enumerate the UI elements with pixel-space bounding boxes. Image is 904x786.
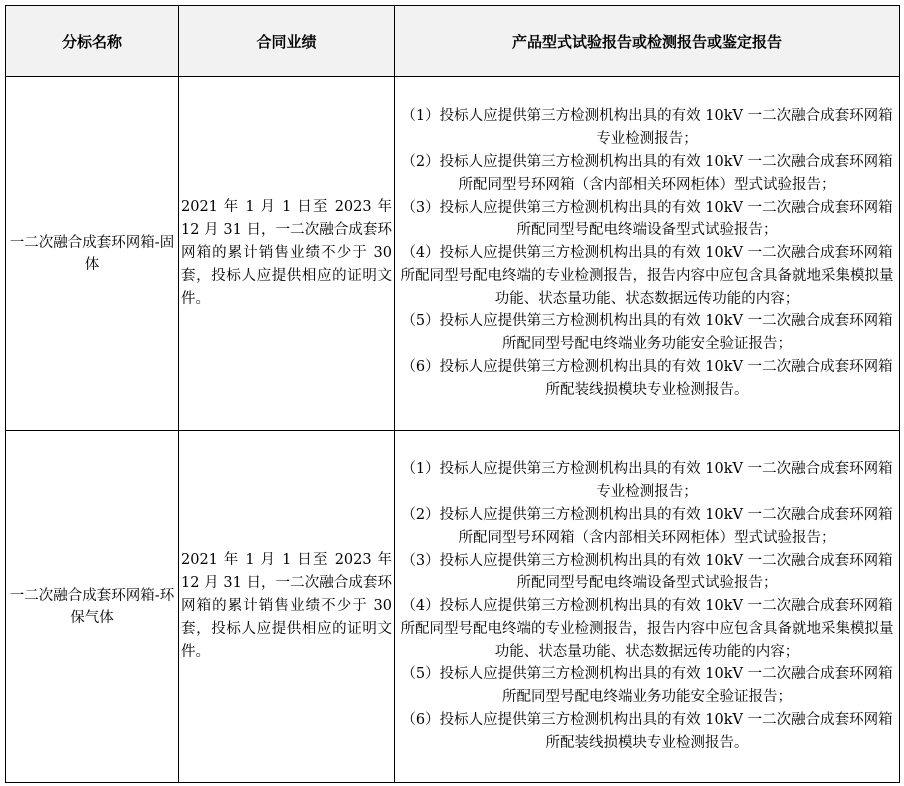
- table-row: [6, 77, 900, 431]
- header-section-name: 分标名称: [6, 6, 179, 77]
- contract-performance-cell: 2021 年 1 月 1 日至 2023 年 12 月 31 日，一二次融合成套环网箱的累计销售业绩不少于 30 套，投标人应提供相应的证明文件。: [179, 77, 395, 431]
- requirement-item: （2）投标人应提供第三方检测机构出具的有效 10kV 一二次融合成套环网箱所配同型号环网箱（含内部相关环网柜体）型式试验报告；: [401, 506, 893, 546]
- contract-performance-cell: 2021 年 1 月 1 日至 2023 年 12 月 31 日，一二次融合成套环网箱的累计销售业绩不少于 30 套，投标人应提供相应的证明文件。: [179, 431, 395, 783]
- requirement-item: （4）投标人应提供第三方检测机构出具的有效 10kV 一二次融合成套环网箱所配同型号配电终端的专业检测报告，报告内容中应包含具备就地采集模拟量功能、状态量功能、状态数据远传功能的内容；: [400, 245, 894, 307]
- table-row: [6, 431, 900, 783]
- requirement-item: （1）投标人应提供第三方检测机构出具的有效 10kV 一二次融合成套环网箱专业检测报告；: [401, 108, 893, 148]
- qualification-table: [5, 5, 900, 783]
- requirement-item: （5）投标人应提供第三方检测机构出具的有效 10kV 一二次融合成套环网箱所配同型号配电终端业务功能安全验证报告；: [401, 666, 893, 706]
- requirement-item: （1）投标人应提供第三方检测机构出具的有效 10kV 一二次融合成套环网箱专业检测报告；: [401, 461, 893, 501]
- requirement-item: （3）投标人应提供第三方检测机构出具的有效 10kV 一二次融合成套环网箱所配同型号配电终端设备型式试验报告；: [401, 199, 893, 239]
- section-name-cell: 一二次融合成套环网箱-固体: [6, 77, 179, 431]
- requirement-item: （3）投标人应提供第三方检测机构出具的有效 10kV 一二次融合成套环网箱所配同型号配电终端设备型式试验报告；: [401, 552, 893, 592]
- requirement-item: （4）投标人应提供第三方检测机构出具的有效 10kV 一二次融合成套环网箱所配同型号配电终端的专业检测报告，报告内容中应包含具备就地采集模拟量功能、状态量功能、状态数据远传功能的内容；: [400, 598, 894, 660]
- report-requirements-cell: [395, 77, 900, 431]
- requirement-item: （6）投标人应提供第三方检测机构出具的有效 10kV 一二次融合成套环网箱所配装线损模块专业检测报告。: [401, 359, 893, 398]
- requirement-item: （2）投标人应提供第三方检测机构出具的有效 10kV 一二次融合成套环网箱所配同型号环网箱（含内部相关环网柜体）型式试验报告；: [401, 153, 893, 193]
- header-report-requirements: 产品型式试验报告或检测报告或鉴定报告: [395, 6, 900, 77]
- requirement-item: （5）投标人应提供第三方检测机构出具的有效 10kV 一二次融合成套环网箱所配同型号配电终端业务功能安全验证报告；: [401, 313, 893, 353]
- requirement-item: （6）投标人应提供第三方检测机构出具的有效 10kV 一二次融合成套环网箱所配装线损模块专业检测报告。: [401, 712, 893, 751]
- section-name-cell: 一二次融合成套环网箱-环保气体: [6, 431, 179, 783]
- header-row: [6, 6, 900, 77]
- header-contract-performance: 合同业绩: [179, 6, 395, 77]
- report-requirements-cell: [395, 431, 900, 783]
